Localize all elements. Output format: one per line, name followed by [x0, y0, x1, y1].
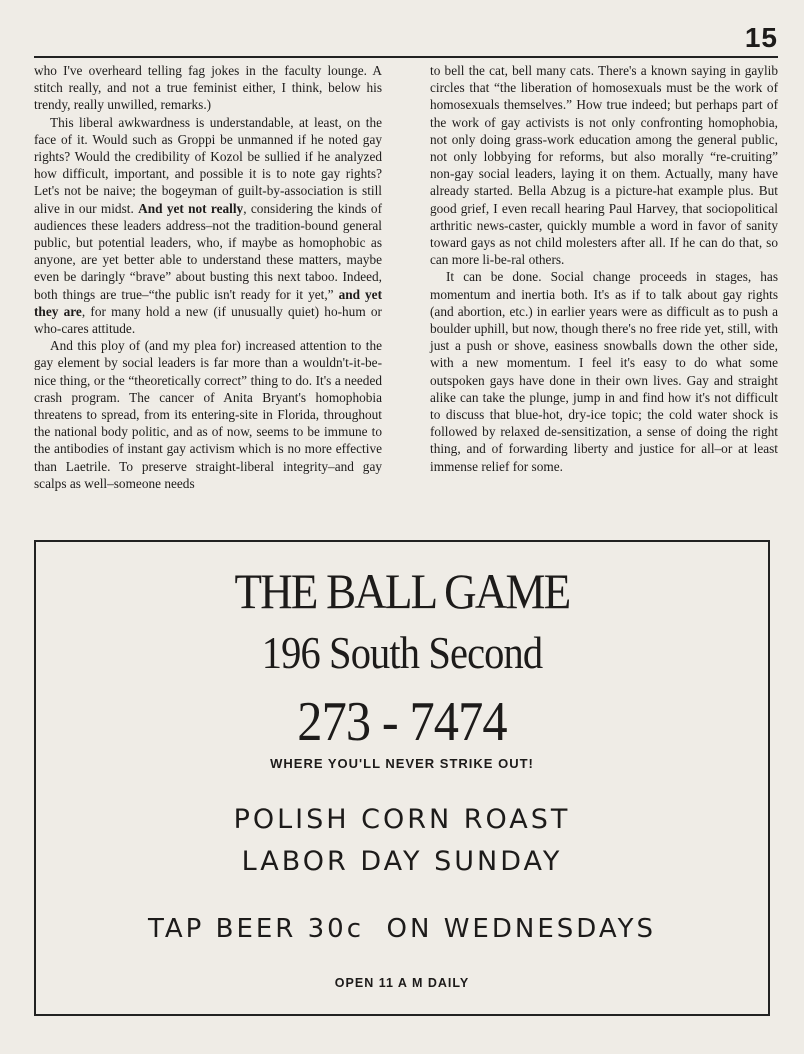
ad-hours: OPEN 11 A M DAILY	[334, 976, 470, 990]
paragraph-text: , considering the kinds of audiences these leaders address–not the tradition-bound general public, but potential leaders, who, if maybe as homophobic as anyone, are yet better able to understand these matters, maybe even be daringly “brave” about busting this next taboo. Indeed, both things are true–“the public isn't ready for it yet,”	[34, 200, 382, 302]
article-paragraph	[430, 268, 778, 474]
ad-event-line-2: LABOR DAY SUNDAY	[241, 846, 563, 877]
paragraph-text: This liberal awkwardness is understandable, at least, on the face of it. Would such as Groppi be unmanned if he noted gay rights? Would the credibility of Kozol be sullied if he analyzed how difficult, important, and possible it is to note gay rights? Let's not be naive; the bogeyman of guilt-by-association is still alive in our midst.	[34, 114, 382, 216]
ad-special: TAP BEER 30c ON WEDNESDAYS	[148, 914, 656, 944]
article-paragraph	[430, 62, 778, 268]
paragraph-text: who I've overheard telling fag jokes in the faculty lounge. A stitch really, and not a true feminist either, I think, below his trendy, really unwilled, remarks.)	[34, 63, 382, 113]
ad-phone: 273 - 7474	[297, 691, 507, 753]
ad-title: THE BALL GAME	[234, 563, 570, 619]
paragraph-text: It can be done. Social change proceeds in stages, has momentum and inertia both. It's as if to talk about gay rights (and abortion, etc.) in earlier years were as difficult as to push a boulder uphill, but now, though there's no free ride yet, still, with just a push or shove, easiness snowballs down the other side, with a new momentum. I feel it's easy to do what some outspoken gays have done in their own lives. Gay and straight alike can take the plunge, jump in and find how it's not difficult to discuss that blue-hot, dry-ice topic; the cold water shock is followed by relaxed de-sensitization, a sense of doing the right thing, and of forwarding liberty and justice for all–or at least immense relief for some.	[430, 269, 778, 474]
article-paragraph	[34, 114, 382, 338]
paragraph-text: to bell the cat, bell many cats. There's a known saying in gaylib circles that “the liberation of homosexuals must be the work of homosexuals themselves.” How true indeed; but perhaps part of the work of gay activists is not only confronting homophobia, not only doing grass-work education among the general public, not only lobbying for reforms, but also morally “re-cruiting” non-gay social leaders, laying it on them. Actually, many have already started. Bella Abzug is a picture-hat example plus. But good grief, I even recall hearing Paul Harvey, that sociopolitical arthritic news-caster, quickly mumble a word in favor of sanity toward gays as not child molesters after all. If he can do that, so can more li-be-ral others.	[430, 63, 778, 268]
emphasis-text: And yet not really	[138, 200, 244, 216]
paragraph-text: , for many hold a new (if unusually quiet) ho-hum or who-cares attitude.	[34, 303, 382, 337]
ball-game-advertisement	[34, 540, 770, 1016]
emphasis-text: and yet they are	[34, 286, 382, 319]
article-paragraph	[34, 337, 382, 492]
ad-tagline: WHERE YOU'LL NEVER STRIKE OUT!	[270, 756, 534, 771]
ad-event-line-1: POLISH CORN ROAST	[233, 804, 571, 835]
article-right-column	[430, 62, 778, 475]
page-number: 15	[744, 22, 778, 53]
header-rule	[34, 56, 778, 58]
ad-address: 196 South Second	[261, 627, 543, 678]
paragraph-text: And this ploy of (and my plea for) increased attention to the gay element by social leaders is far more than a wouldn't-it-be-nice thing, or the “theoretically correct” thing to do. It's a needed crash program. The cancer of Anita Bryant's homophobia threatens to spread, from its entering-site in Florida, throughout the national body politic, and as of now, seems to be immune to the antibodies of instant gay activism which is no more effective than Laetrile. To preserve straight-liberal integrity–and gay scalps as well–someone needs	[34, 338, 382, 491]
article-paragraph	[34, 62, 382, 114]
article-left-column	[34, 62, 382, 492]
